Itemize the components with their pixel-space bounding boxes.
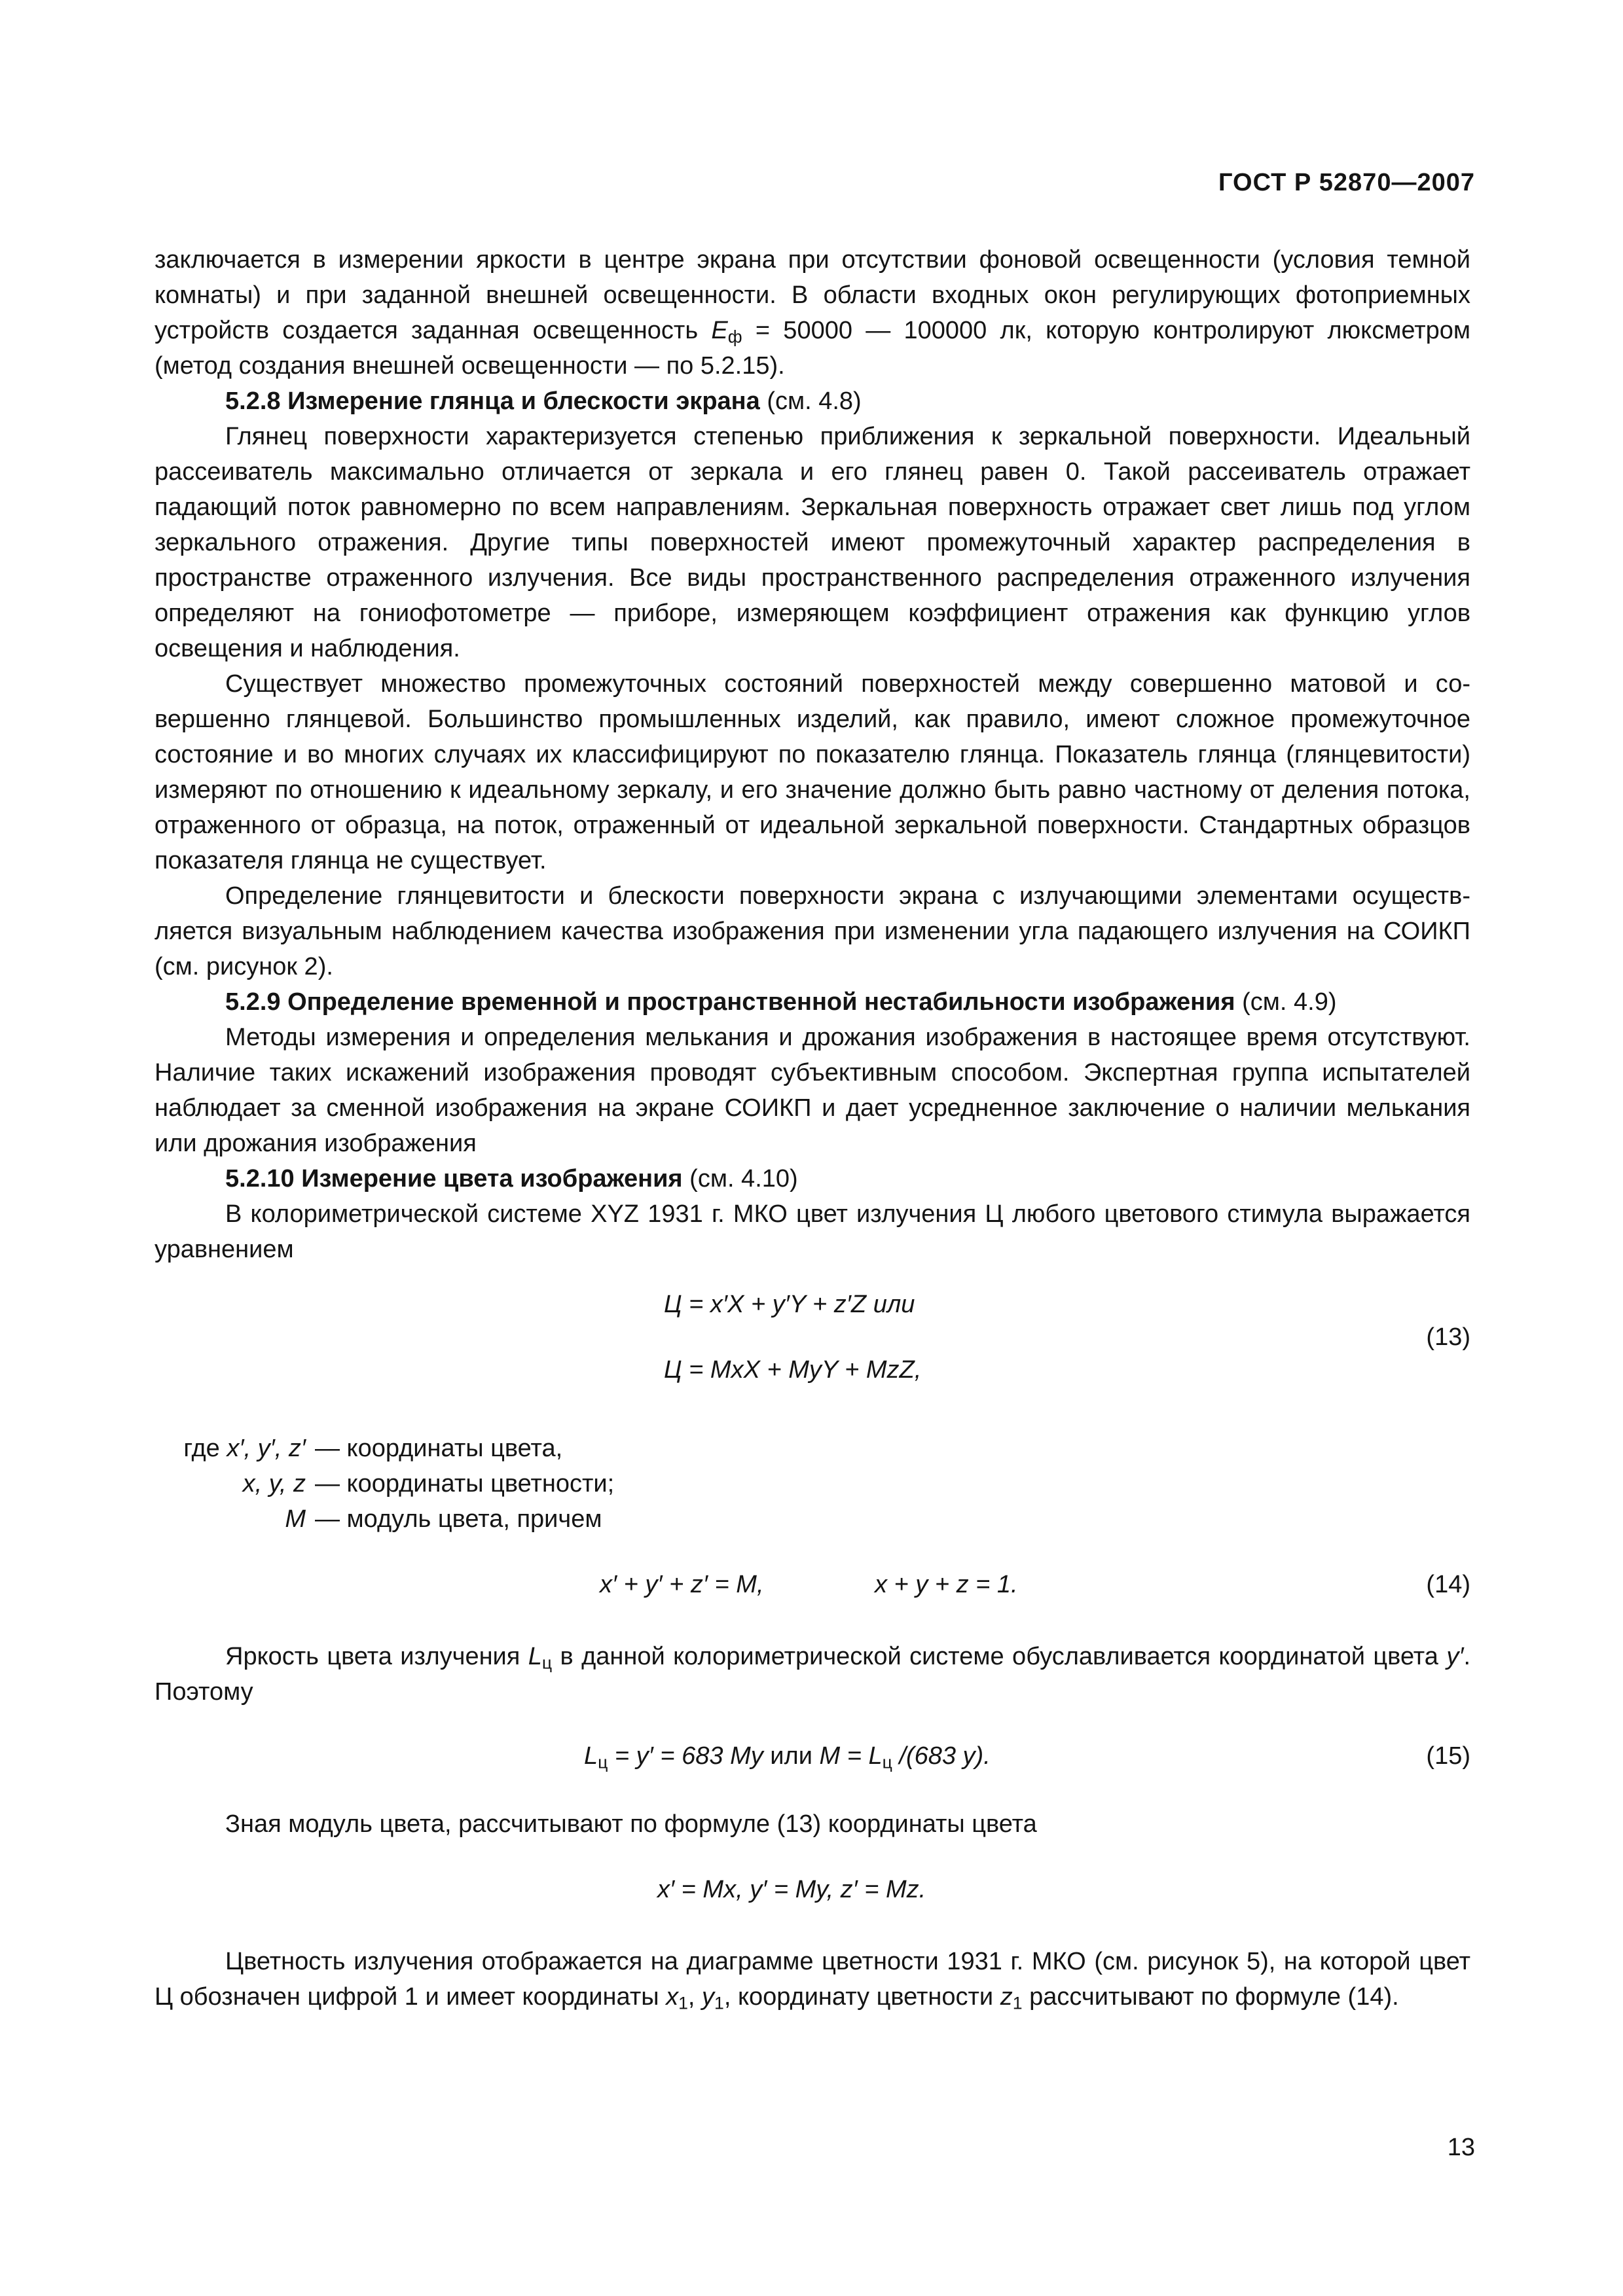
coordinate-symbol: y′ [1446,1643,1464,1670]
instability-paragraph: Методы измерения и определения мелькания и дрожания изображения в настоящее время отсутствуют. Наличие таких искажений изображения проводят субъективным способом. Экспертная группа испытателей наблюдает за сменной изображения на экране СОИКП и дает усредненное заключение о наличии мелькания или дрожания изображения [155,1024,1470,1157]
intro-paragraph [155,242,1470,384]
where-description: — модуль цвета, причем [315,1505,602,1533]
where-description: — координаты цвета, [315,1435,563,1462]
heading-ref: (см. 4.9) [1235,988,1337,1016]
heading-ref: (см. 4.8) [759,387,862,415]
equation-coordinates [155,1872,1470,1907]
equation-14-right: x + y + z = 1. [875,1571,1018,1598]
luminance-subscript: ц [541,1653,553,1673]
equation-number: (13) [1426,1323,1470,1351]
equation-15 [155,1738,1470,1774]
heading-text: 5.2.9 Определение временной и пространственной нестабильности изображения [225,988,1235,1016]
eq15-part: M = L [819,1742,883,1770]
eq15-part: /(683 y). [892,1742,991,1770]
x-subscript: 1 [678,1993,688,2013]
chromaticity-text-c: рассчитывают по формуле (14). [1022,1983,1399,2011]
section-heading-5-2-8 [155,384,1470,419]
where-row [155,1501,1470,1537]
coordinates-formula: x′ = Mx, y′ = My, z′ = Mz. [657,1876,926,1903]
intro-text-b: = 50000 — 100000 лк, которую контролируют люксметром (метод создания внешней освещенности — по 5.2.15). [155,317,1470,380]
x-symbol: x [666,1983,679,2011]
equation-number: (15) [1426,1742,1470,1770]
luminance-symbol: L [528,1643,542,1670]
equation-13-line-1: Ц = x′X + y′Y + z′Z или [664,1291,915,1318]
where-prefix: где [183,1435,227,1462]
eq15-or: или [763,1742,820,1770]
where-row [155,1431,1470,1466]
illuminance-subscript: ф [727,327,742,347]
equation-13-line-2: Ц = MxX + MyY + MzZ, [664,1356,922,1384]
document-header: ГОСТ Р 52870—2007 [1218,169,1475,196]
brightness-text-b: в данной колориметрической системе обуславливается координатой цвета [552,1643,1447,1670]
chromaticity-text-a: Цветность излучения отображается на диаграмме цветности 1931 г. МКО (см. рисунок 5), на которой цвет Ц обозначен цифрой 1 и имеет координаты [155,1948,1470,2011]
eq15-subscript: ц [598,1752,608,1772]
where-symbol: M [285,1505,306,1533]
z-symbol: z [1000,1983,1013,2011]
page-content [155,242,1470,2015]
where-symbol [183,1431,306,1466]
module-paragraph: Зная модуль цвета, рассчитывают по формуле (13) координаты цвета [225,1810,1037,1838]
y-subscript: 1 [714,1993,724,2013]
where-symbol-text: x′, y′, z′ [227,1435,306,1462]
equation-14-left: x′ + y′ + z′ = M, [600,1571,764,1598]
chromaticity-paragraph [155,1944,1470,2015]
separator: , [687,1983,702,2011]
equation-13 [155,1287,1470,1431]
brightness-paragraph [155,1639,1470,1710]
section-heading-5-2-9 [155,984,1470,1020]
intro-text-a: заключается в измерении яркости в центре экрана при отсутствии фоновой освещенности (условия темной комнаты) и при заданной внешней освещенности. В области входных окон регулирующих фотоприемных устройств создается заданная освещенность [155,246,1470,344]
eq15-symbol-l: L [584,1742,598,1770]
illuminance-symbol: E [711,317,728,344]
section-heading-5-2-10 [155,1161,1470,1196]
colorimetry-paragraph: В колориметрической системе XYZ 1931 г. МКО цвет излучения Ц любого цветового стимула выражается уравнением [155,1200,1470,1263]
brightness-text-a: Яркость цвета излучения [225,1643,528,1670]
equation-number: (14) [1426,1571,1470,1598]
where-symbol: x, y, z [242,1470,306,1498]
gloss-paragraph-2: Существует множество промежуточных состояний поверхностей между совершенно матовой и совершенно глянцевой. Большинство промышленных изделий, как правило, имеют сложное промежуточное состояние и во многих случаях их классифицируют по показателю глянца. Показатель глянца (глянцевитости) измеряют по отношению к идеальному зеркалу, и его значение должно быть равно частному от деления потока, отраженного от образца, на поток, отраженный от идеальной зеркальной поверхности. Стандартных образцов показателя глянца не существует. [155,670,1470,874]
heading-ref: (см. 4.10) [682,1165,798,1193]
where-description: — координаты цветности; [315,1470,615,1498]
brightness-text-c: . Поэтому [155,1643,1470,1706]
gloss-paragraph-1: Глянец поверхности характеризуется степенью приближения к зеркальной поверхности. Идеальный рассеиватель максимально отличается от зеркала и его глянец равен 0. Такой рассеиватель отражает падающий поток равномерно по всем направлениям. Зеркальная поверхность отражает свет лишь под углом зеркального отражения. Другие типы поверхностей имеют промежуточный характер распределения в пространстве отраженного излучения. Все виды пространственного распределения отраженного излучения определяют на гониофотометре — приборе, измеряющем коэффициент отражения как функцию углов освещения и наблюдения. [155,423,1470,662]
z-subscript: 1 [1012,1993,1023,2013]
eq15-subscript: ц [882,1752,892,1772]
heading-text: 5.2.10 Измерение цвета изображения [225,1165,683,1193]
page-number: 13 [1447,2134,1475,2161]
heading-text: 5.2.8 Измерение глянца и блескости экрана [225,387,760,415]
where-row [155,1466,1470,1501]
where-block [155,1431,1470,1537]
y-symbol: y [702,1983,715,2011]
equation-15-formula [584,1738,991,1774]
equation-14 [155,1567,1470,1602]
gloss-paragraph-3: Определение глянцевитости и блескости поверхности экрана с излучающими элементами осуществляется визуальным наблюдением качества изображения при изменении угла падающего излучения на СОИКП (см. рисунок 2). [155,882,1470,980]
eq15-part: = y′ = 683 My [608,1742,763,1770]
chromaticity-text-b: , координату цветности [723,1983,1000,2011]
